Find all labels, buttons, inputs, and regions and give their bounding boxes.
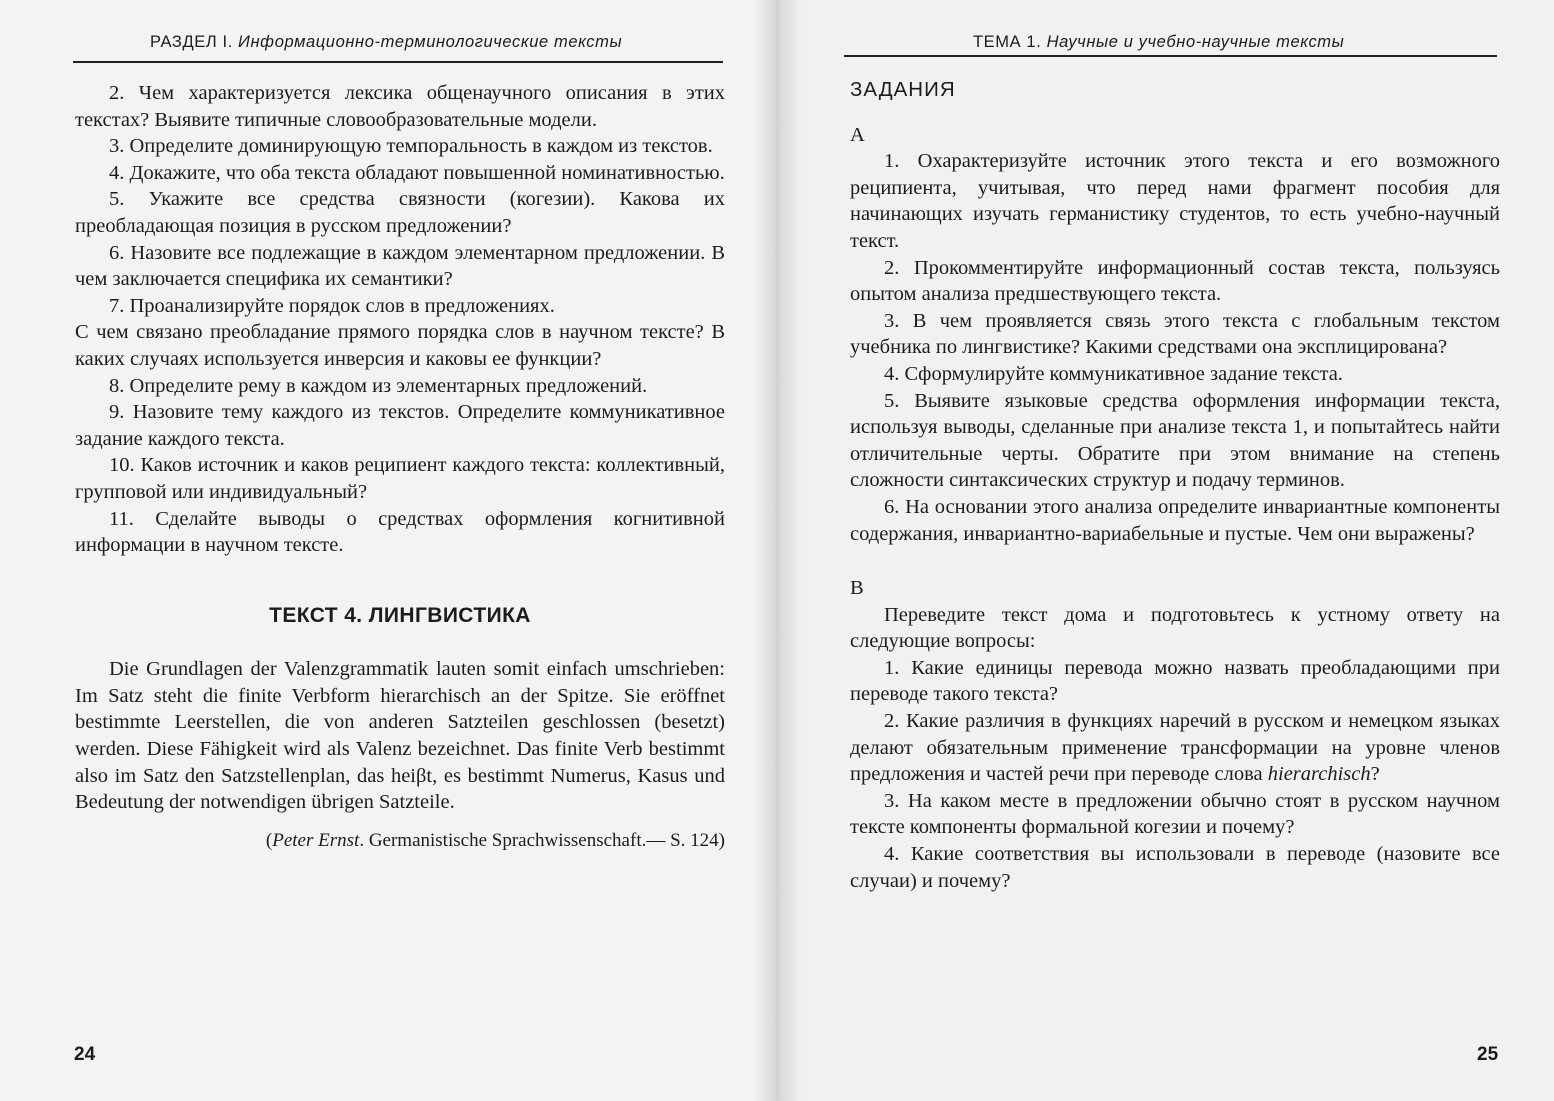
question-9: 9. Назовите тему каждого из текстов. Определите коммуникативное задание каждого текста.: [75, 401, 725, 450]
right-running-head: [973, 33, 1344, 52]
task-b-2-text: 2. Какие различия в функциях наречий в русском и немецком языках делают обязательным применение трансформации на уровне членов предложения и частей речи при переводе слова: [850, 710, 1500, 786]
source-rest: . Germanistische Sprachwissenschaft.— S. 124): [359, 829, 725, 851]
right-page: [777, 0, 1554, 1101]
task-a-4: 4. Сформулируйте коммуникативное задание текста.: [884, 362, 1343, 385]
left-page-number: 24: [74, 1044, 96, 1065]
left-header-rule: [73, 61, 723, 63]
source-open-paren: (: [265, 829, 273, 851]
question-7-continuation: С чем связано преобладание прямого порядка слов в научном тексте? В каких случаях используется инверсия и каковы ее функции?: [75, 321, 725, 370]
question-5: 5. Укажите все средства связности (когезии). Какова их преобладающая позиция в русском предложении?: [75, 188, 725, 237]
question-10: 10. Каков источник и каков реципиент каждого текста: коллективный, групповой или индивидуальный?: [75, 454, 725, 503]
question-4: 4. Докажите, что оба текста обладают повышенной номинативностью.: [109, 161, 725, 184]
source-author: Peter Ernst: [272, 829, 360, 851]
german-text: Die Grundlagen der Valenzgrammatik lauten somit einfach umschrieben: Im Satz steht die finite Verbform hierarchisch an der Spitze. Sie eröffnet bestimmte Leerstellen, die von anderen Satzteilen geschlossen (besetzt) werden. Diese Fähigkeit wird als Valenz bezeichnet. Das finite Verb bestimmt also im Satz den Satzstellenplan, das heiβt, es bestimmt Numerus, Kasus und Bedeutung der notwendigen übrigen Satzteile.: [75, 658, 725, 814]
question-7: 7. Проанализируйте порядок слов в предложениях.: [109, 294, 555, 317]
question-3: 3. Определите доминирующую темпоральность в каждом из текстов.: [109, 135, 713, 158]
task-a-6: 6. На основании этого анализа определите инвариантные компоненты содержания, инвариантно-вариабельные и пустые. Чем они выражены?: [850, 495, 1500, 545]
left-running-head-title: Информационно-терминологические тексты: [238, 33, 623, 51]
left-page-body: [75, 80, 725, 854]
part-b-label: В: [850, 577, 864, 600]
right-header-rule: [844, 55, 1497, 57]
task-b-3: 3. На каком месте в предложении обычно стоят в русском научном тексте компоненты формальной когезии и почему?: [850, 789, 1500, 839]
part-b-intro: Переведите текст дома и подготовьтесь к устному ответу на следующие вопросы:: [850, 603, 1500, 653]
tasks-heading: ЗАДАНИЯ: [850, 78, 956, 101]
question-8: 8. Определите рему в каждом из элементарных предложений.: [109, 374, 648, 397]
section-title: ТЕКСТ 4. ЛИНГВИСТИКА: [269, 603, 531, 627]
source-citation: [75, 828, 725, 855]
left-running-head: [150, 33, 622, 52]
task-b-1: 1. Какие единицы перевода можно назвать преобладающими при переводе такого текста?: [850, 656, 1500, 706]
task-a-5: 5. Выявите языковые средства оформления информации текста, используя выводы, сделанные при анализе текста 1, и попытайтесь найти отличительные черты. Обратите при этом внимание на степень сложности синтаксических структур и подачу терминов.: [850, 389, 1500, 492]
right-page-number: 25: [1477, 1044, 1499, 1065]
part-a-label: А: [850, 123, 865, 146]
task-a-3: 3. В чем проявляется связь этого текста с глобальным текстом учебника по лингвистике? Какими средствами она эксплицирована?: [850, 309, 1500, 359]
task-b-2-term: hierarchisch: [1267, 763, 1371, 786]
task-b-2: [850, 708, 1500, 788]
task-b-4: 4. Какие соответствия вы использовали в переводе (назовите все случаи) и почему?: [850, 843, 1500, 892]
right-running-head-title: Научные и учебно-научные тексты: [1046, 33, 1345, 51]
question-2: 2. Чем характеризуется лексика общенаучного описания в этих текстах? Выявите типичные словообразовательные модели.: [75, 82, 725, 131]
left-running-head-prefix: РАЗДЕЛ I.: [150, 33, 239, 51]
task-b-2-end: ?: [1370, 763, 1380, 786]
question-6: 6. Назовите все подлежащие в каждом элементарном предложении. В чем заключается специфика их семантики?: [75, 241, 725, 291]
task-a-2: 2. Прокомментируйте информационный состав текста, пользуясь опытом анализа предшествующего текста.: [850, 256, 1500, 306]
task-a-1: 1. Охарактеризуйте источник этого текста и его возможного реципиента, учитывая, что перед нами фрагмент пособия для начинающих изучать германистику студентов, то есть учебно-научный текст.: [850, 150, 1500, 252]
right-page-body: [850, 77, 1500, 894]
right-running-head-prefix: ТЕМА 1.: [973, 33, 1047, 51]
question-11: 11. Сделайте выводы о средствах оформления когнитивной информации в научном тексте.: [75, 507, 725, 557]
